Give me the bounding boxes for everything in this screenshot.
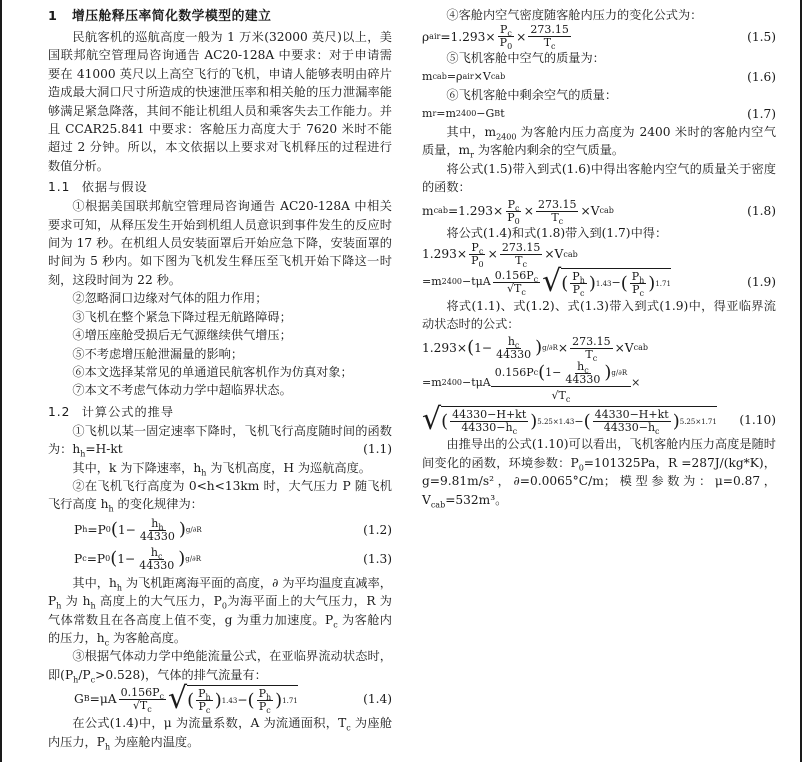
intro-paragraph: 民航客机的巡航高度一般为 1 万米(32000 英尺)以上，美国联邦航空管理局咨询通告 AC20-128A 中要求：对于申请需要在 41000 英尺以上高空飞行的飞机，申请人能够表明由碎片造成最大洞口尺寸所造成的快速泄压率和相关舱的压力泄漏率能够满足紧急降落，其间不能让机组人员和乘客失去工作能力。并且 CCAR25.841 中要求：客舱压力高度大于 7620 米时不能超过 2 分钟。所以，本文依据以上要求对飞机释压的过程进行数值分析。: [48, 30, 392, 173]
substitution-text-2: 将公式(1.4)和式(1.8)带入到(1.7)中得：: [446, 225, 668, 240]
assumption-3: ③飞机在整个紧急下降过程无航路障碍；: [72, 309, 292, 324]
equation-number-1-10: (1.10): [739, 413, 776, 428]
mass-explanation: 其中，$m_{2400}$ 为客舱内压力高度为 2400 米时的客舱内空气质量，$m_r$ 为客舱内剩余的空气质量。: [422, 125, 777, 160]
substitution-text-1: 将公式(1.5)带入到式(1.6)中得出客舱内空气的质量关于密度的函数：: [422, 161, 776, 195]
equation-1-5: ρ air =1.293× $\frac{P_c}{P_0}$ × $\frac{273.15}{T_c}$ (1.5): [422, 23, 776, 52]
formula-5-text: ④客舱内空气密度随客舱内压力的变化公式为：: [446, 8, 703, 22]
equation-number-1-2: (1.2): [363, 523, 392, 538]
formula-7-text: ⑥飞机客舱中剩余空气的质量：: [446, 88, 618, 103]
equation-number-1-9: (1.9): [747, 274, 776, 289]
assumption-2: ②忽略洞口边缘对气体的阻力作用；: [72, 291, 268, 306]
assumption-6: ⑥本文选择某常见的单通道民航客机作为仿真对象；: [72, 364, 353, 379]
equation-number-1-4: (1.4): [363, 691, 392, 706]
equation-1-3: P c =P 0 ( 1− $\frac{h_c}{44330}$ ) g/∂R (1.3): [74, 545, 392, 572]
subsection-heading-1-2: 1.2 计算公式的推导: [48, 404, 175, 419]
equation-1-6: m cab =ρ air ×V cab (1.6): [422, 68, 776, 86]
conclusion-paragraph: 由推导出的公式(1.10)可以看出，飞机客舱内压力高度是随时间变化的函数，环境参数：$P_0=101325Pa$，R =287J/(kg*K)，g=9.81m/s²，∂=0.0065°C/m；模型参数为：μ=0.87，$V_{cab}=532m^3$。: [422, 437, 776, 509]
equation-1-10-middle: =m 2400 −tμA 0.156P c ( 1− $\frac{h_c}{44330}$ ) g/∂R $√T_c$ ×: [422, 359, 641, 405]
equation-1-8: m cab =1.293× $\frac{P_c}{P_0}$ × $\frac{273.15}{T_c}$ ×V cab (1.8): [422, 197, 776, 226]
assumption-7: ⑦本文不考虑气体动力学中超临界状态。: [72, 383, 292, 398]
equation-1-10-top: 1.293× ( 1− $\frac{h_c}{44330}$ ) g/∂R × $\frac{273.15}{T_c}$ ×V cab: [422, 334, 648, 364]
formula-4-text: 在公式(1.4)中，μ 为流量系数，A 为流通面积，$T_c$ 为座舱内压力，$P_h$ 为座舱内温度。: [48, 716, 393, 752]
formula-2-text: ②在飞机飞行高度为 0<h<13km 时，大气压力 P 随飞机飞行高度 $h_h$ 的变化规律为：: [48, 478, 392, 514]
section-heading: 1 增压舱释压率简化数学模型的建立: [48, 9, 272, 24]
equation-number-1-1: (1.1): [363, 442, 392, 457]
symbol-explanation: 其中，$h_h$ 为飞机距离海平面的高度，∂ 为平均温度直减率，$P_h$ 为 $h_h$ 高度上的大气压力，$P_0$为海平面上的大气压力，R 为气体常数且在各高度上值不变，g 为重力加速度。$P_c$ 为客舱内的压力，$h_c$ 为客舱高度。: [48, 575, 392, 648]
equation-number-1-7: (1.7): [747, 106, 776, 121]
equation-number-1-5: (1.5): [747, 29, 776, 44]
subsection-heading-1-1: 1.1 依据与假设: [48, 180, 148, 195]
equation-1-10: √ ( $\frac{44330-H+kt}{44330-h_c}$ ) 5.25×1.43 − ( $\frac{44330-H+kt}{44330-h_c}$ ) 5.25×1.71 (1.10): [422, 402, 776, 438]
formula-3-text: ③根据气体动力学中绝能流量公式，在亚临界流动状态时，即$(P_h/P_c>0.528)$，气体的排气流量有：: [48, 649, 392, 685]
assumption-5: ⑤不考虑增压舱泄漏量的影响；: [72, 346, 244, 361]
formula-1-explain: 其中，k 为下降速率，$h_h$ 为飞机高度，H 为巡航高度。: [72, 460, 371, 477]
assumption-4: ④增压座舱受损后无气源继续供气增压；: [72, 328, 292, 343]
substitution-text-3: 将式(1.1)、式(1.2)、式(1.3)带入到式(1.9)中，得亚临界流动状态时的公式：: [422, 299, 776, 332]
left-column: [48, 6, 392, 751]
equation-1-2: P h =P 0 ( 1− $\frac{h_h}{44330}$ ) g/∂R (1.2): [74, 516, 392, 543]
assumption-1: ①根据美国联邦航空管理局咨询通告 AC20-128A 中相关要求可知，从释压发生开始到机组人员意识到事件发生的反应时间为 17 秒。在机组人员安装面罩后开始应急下降，安装面罩的时间为 5 秒内。如下图为飞机发生释压至飞机开始下降这一时刻，这段时间为 22 秒。: [48, 199, 392, 287]
equation-1-7: m r =m 2400 −G B t (1.7): [422, 105, 776, 123]
right-column: [422, 6, 776, 509]
equation-number-1-8: (1.8): [747, 203, 776, 218]
formula-6-text: ⑤飞机客舱中空气的质量为：: [446, 51, 605, 66]
equation-number-1-3: (1.3): [363, 552, 392, 567]
equation-number-1-6: (1.6): [747, 69, 776, 84]
equation-1-9-top: 1.293× $\frac{P_c}{P_0}$ × $\frac{273.15}{T_c}$ ×V cab: [422, 241, 578, 270]
equation-1-4: G B =μA $\frac{0.156P_c}{√T_c}$ √ ( $\frac{P_h}{P_c}$ ) 1.43 − ( $\frac{P_h}{P_c}$ ) 1.71 (1.4): [74, 681, 392, 717]
formula-1-text: ①飞机以某一固定速率下降时，飞机飞行高度随时间的函数为：$h_h=H-kt$ (1.1): [48, 423, 392, 459]
equation-1-9: =m 2400 −tμA $\frac{0.156P_c}{√T_c}$ √ ( $\frac{P_h}{P_c}$ ) 1.43 − ( $\frac{P_h}{P_c}$ ) 1.71 (1.9): [422, 264, 776, 300]
